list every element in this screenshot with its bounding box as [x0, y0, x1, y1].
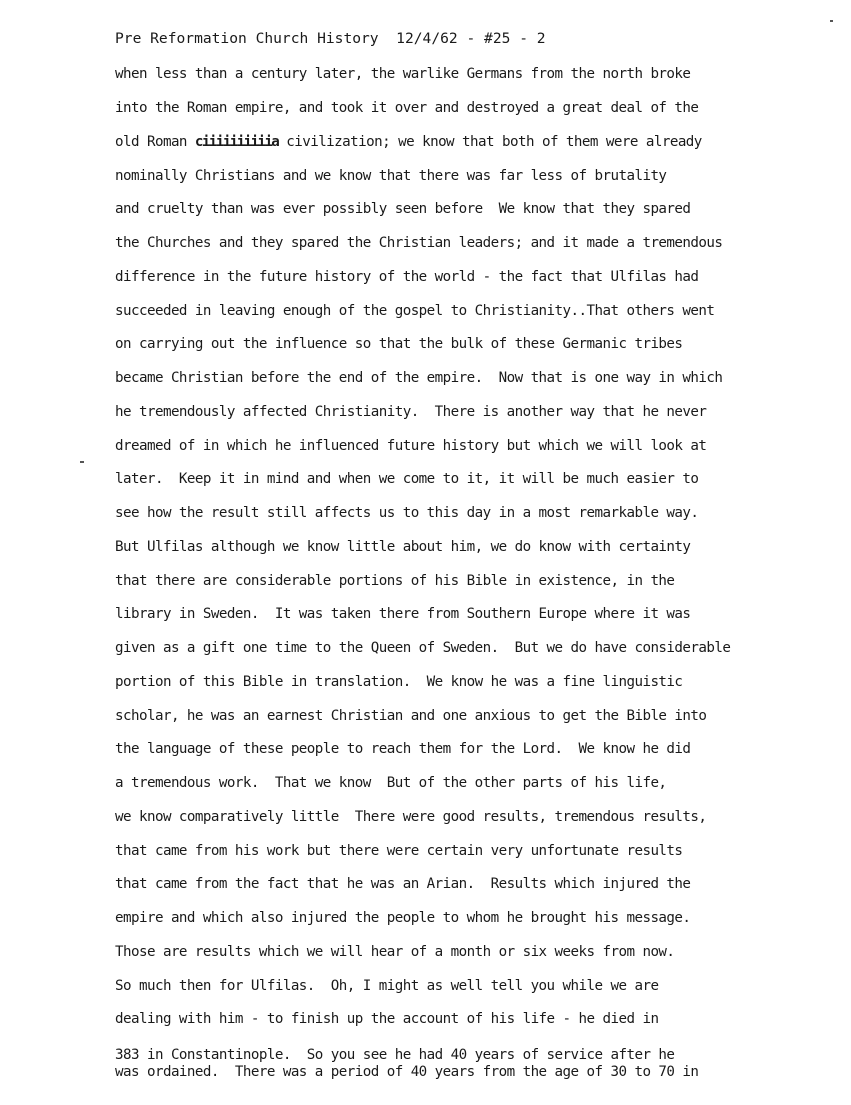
margin-mark	[830, 20, 833, 22]
text-line: a tremendous work. That we know But of the other parts of his life,	[115, 775, 667, 791]
text-line: 383 in Constantinople. So you see he had 40 years of service after he	[115, 1047, 675, 1063]
text-line: scholar, he was an earnest Christian and one anxious to get the Bible into	[115, 708, 707, 724]
text-line: was ordained. There was a period of 40 years from the age of 30 to 70 in	[115, 1064, 699, 1080]
text-line: that came from the fact that he was an Arian. Results which injured the	[115, 876, 691, 892]
text-line: the language of these people to reach them for the Lord. We know he did	[115, 741, 691, 757]
text-line: empire and which also injured the people to whom he brought his message.	[115, 910, 691, 926]
text-fragment: civilization; we know that both of them were already	[278, 134, 702, 150]
text-line: dreamed of in which he influenced future history but which we will look at	[115, 438, 707, 454]
struck-out-word: ciiiiiiiiiia	[194, 134, 279, 150]
page-header: Pre Reformation Church History 12/4/62 - #25 - 2	[115, 30, 546, 47]
header-title: Pre Reformation Church History	[115, 30, 379, 47]
text-line: when less than a century later, the warlike Germans from the north broke	[115, 66, 691, 82]
header-page-number: 2	[536, 30, 546, 47]
text-line: on carrying out the influence so that the bulk of these Germanic tribes	[115, 336, 683, 352]
text-line: later. Keep it in mind and when we come to it, it will be much easier to	[115, 471, 699, 487]
text-line: So much then for Ulfilas. Oh, I might as well tell you while we are	[115, 978, 659, 994]
text-line: the Churches and they spared the Christian leaders; and it made a tremendous	[115, 235, 723, 251]
text-line: portion of this Bible in translation. We know he was a fine linguistic	[115, 674, 683, 690]
text-fragment: old Roman	[115, 134, 195, 150]
text-line: Those are results which we will hear of a month or six weeks from now.	[115, 944, 675, 960]
text-line-with-strikeout	[115, 134, 702, 150]
text-line: dealing with him - to finish up the account of his life - he died in	[115, 1011, 659, 1027]
text-line: But Ulfilas although we know little about him, we do know with certainty	[115, 539, 691, 555]
text-line: became Christian before the end of the empire. Now that is one way in which	[115, 370, 723, 386]
text-line: difference in the future history of the world - the fact that Ulfilas had	[115, 269, 699, 285]
text-line: succeeded in leaving enough of the gospel to Christianity..That others went	[115, 303, 715, 319]
text-line: we know comparatively little There were good results, tremendous results,	[115, 809, 707, 825]
text-line: that there are considerable portions of his Bible in existence, in the	[115, 573, 675, 589]
text-line: into the Roman empire, and took it over and destroyed a great deal of the	[115, 100, 699, 116]
text-line: library in Sweden. It was taken there from Southern Europe where it was	[115, 606, 691, 622]
text-line: and cruelty than was ever possibly seen before We know that they spared	[115, 201, 691, 217]
margin-mark	[80, 461, 84, 463]
text-line: nominally Christians and we know that there was far less of brutality	[115, 168, 667, 184]
text-line: he tremendously affected Christianity. There is another way that he never	[115, 404, 707, 420]
header-number: #25	[484, 30, 511, 47]
text-line: given as a gift one time to the Queen of Sweden. But we do have considerable	[115, 640, 731, 656]
text-line: that came from his work but there were certain very unfortunate results	[115, 843, 683, 859]
header-date: 12/4/62	[396, 30, 458, 47]
text-line: see how the result still affects us to this day in a most remarkable way.	[115, 505, 699, 521]
